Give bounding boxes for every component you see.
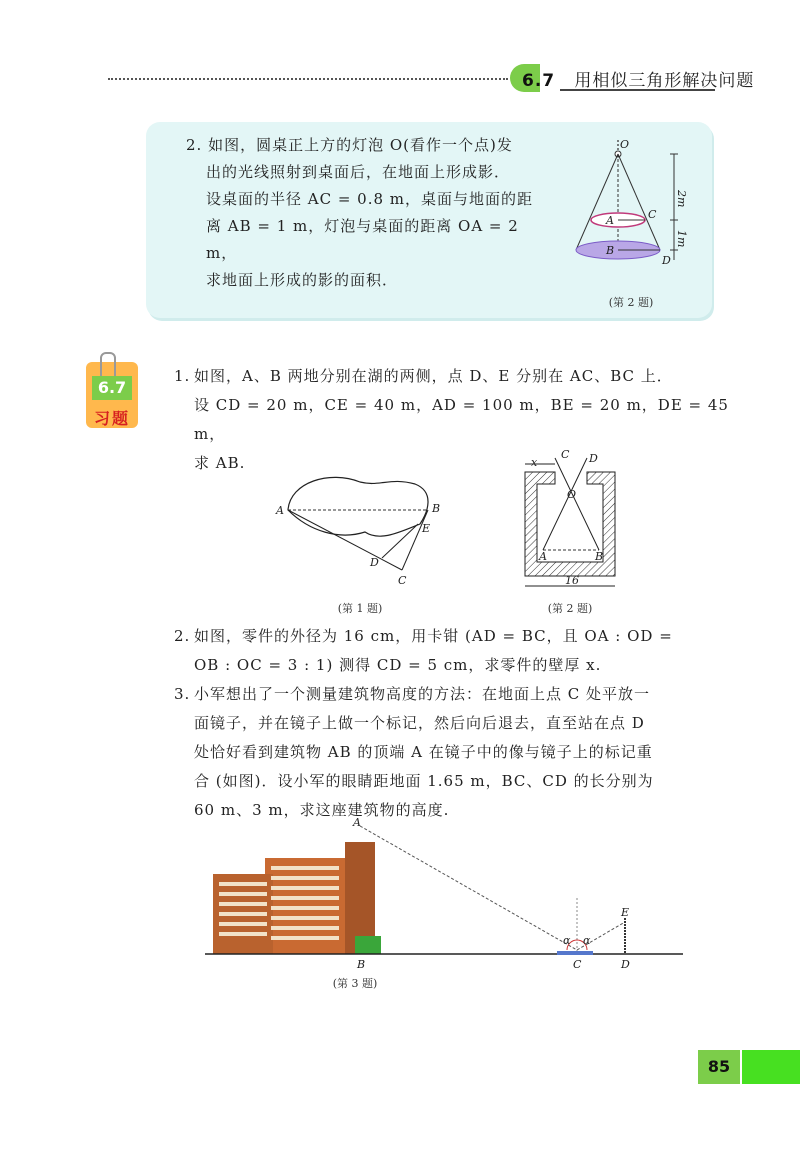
label-c: C bbox=[573, 958, 582, 971]
figure-caption: (第 1 题) bbox=[337, 602, 383, 615]
figure-caption: (第 3 题) bbox=[332, 977, 378, 990]
exercise-line: 求地面上形成的影的面积． bbox=[206, 271, 399, 289]
label-d: D bbox=[662, 254, 671, 267]
problem-line: OB : OC = 3 : 1) 测得 CD = 5 cm，求零件的壁厚 x. bbox=[194, 656, 602, 674]
page-tab bbox=[742, 1050, 800, 1084]
problem-line: 面镜子，并在镜子上做一个标记，然后向后退去，直至站在点 D bbox=[194, 714, 645, 732]
label-c: C bbox=[648, 208, 657, 221]
problem-line: 60 m、3 m，求这座建筑物的高度. bbox=[194, 801, 450, 819]
badge-number: 6.7 bbox=[92, 376, 132, 400]
problem-number: 3. bbox=[174, 685, 191, 703]
dim-top: 2m bbox=[675, 190, 688, 208]
label-e: E bbox=[422, 522, 431, 535]
exercise-line: 离 AB = 1 m，灯泡与桌面的距离 OA = 2 m， bbox=[206, 217, 519, 262]
problem-line: 合 (如图)．设小军的眼睛距地面 1.65 m，BC、CD 的长分别为 bbox=[194, 772, 654, 790]
label-width: 16 bbox=[565, 574, 579, 587]
exercise-line: 设桌面的半径 AC = 0.8 m，桌面与地面的距 bbox=[206, 190, 534, 208]
dim-bottom: 1m bbox=[675, 230, 688, 248]
label-b: B bbox=[432, 502, 441, 515]
label-d: D bbox=[589, 452, 598, 465]
exercise-line: 出的光线照射到桌面后，在地面上形成影． bbox=[206, 163, 511, 181]
label-c: C bbox=[561, 450, 570, 461]
figure-caption: (第 2 题) bbox=[547, 602, 593, 615]
problem-1 bbox=[174, 362, 734, 478]
problem-line: 如图，A、B 两地分别在湖的两侧，点 D、E 分别在 AC、BC 上． bbox=[194, 367, 673, 385]
label-a: A bbox=[606, 214, 614, 227]
section-title: 用相似三角形解决问题 bbox=[574, 71, 755, 91]
problem-line: 设 CD = 20 m，CE = 40 m，AD = 100 m，BE = 20 m，DE = 45 m， bbox=[194, 396, 729, 443]
problem-line: 小军想出了一个测量建筑物高度的方法：在地面上点 C 处平放一 bbox=[194, 685, 651, 703]
label-b: B bbox=[606, 244, 615, 257]
badge-label: 习题 bbox=[93, 409, 130, 428]
header-rule bbox=[560, 89, 715, 91]
exercise-box bbox=[146, 122, 712, 318]
caliper-figure bbox=[505, 450, 635, 616]
label-x: x bbox=[531, 456, 538, 469]
problem-number: 2. bbox=[174, 627, 191, 645]
label-alpha-1: α bbox=[563, 934, 571, 947]
header-dotted-line bbox=[108, 78, 508, 80]
exercise-text bbox=[186, 132, 546, 294]
exercise-line: 2. 如图，圆桌正上方的灯泡 O(看作一个点)发 bbox=[186, 136, 513, 154]
problem-2 bbox=[174, 622, 734, 680]
building-figure bbox=[205, 818, 685, 991]
lake-figure bbox=[270, 462, 450, 616]
label-b: B bbox=[595, 550, 604, 563]
label-e: E bbox=[621, 906, 630, 919]
label-d: D bbox=[370, 556, 379, 569]
label-alpha-2: α bbox=[583, 934, 591, 947]
problem-line: 求 AB. bbox=[194, 454, 246, 472]
problem-line: 如图，零件的外径为 16 cm，用卡钳 (AD = BC，且 OA : OD = bbox=[194, 627, 673, 645]
section-number: 6.7 bbox=[522, 71, 556, 91]
problem-number: 1. bbox=[174, 367, 191, 385]
label-a: A bbox=[353, 818, 361, 829]
section-header bbox=[522, 66, 754, 91]
figure-caption: (第 2 题) bbox=[608, 296, 654, 309]
label-d: D bbox=[621, 958, 630, 971]
label-o: O bbox=[567, 488, 577, 501]
label-o: O bbox=[620, 138, 630, 151]
table-lamp-figure bbox=[566, 130, 696, 310]
exercise-badge bbox=[86, 362, 138, 428]
problem-3 bbox=[174, 680, 734, 825]
label-a: A bbox=[276, 504, 284, 517]
page-number: 85 bbox=[698, 1050, 740, 1084]
problem-line: 处恰好看到建筑物 AB 的顶端 A 在镜子中的像与镜子上的标记重 bbox=[194, 743, 653, 761]
label-c: C bbox=[398, 574, 407, 587]
label-a: A bbox=[539, 550, 547, 563]
label-b: B bbox=[357, 958, 366, 971]
